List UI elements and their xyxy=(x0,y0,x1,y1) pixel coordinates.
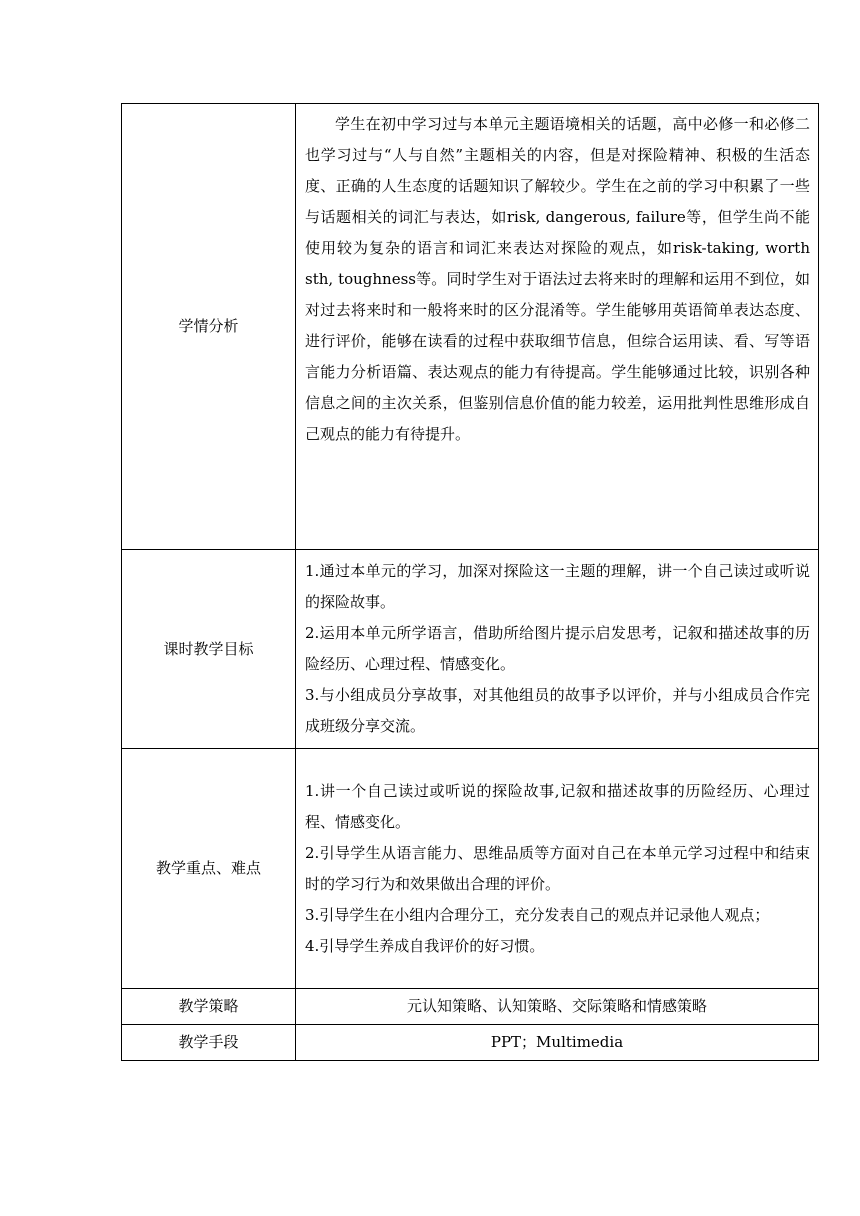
row-content-teaching-objectives xyxy=(296,550,819,749)
objective-item-1: 1.通过本单元的学习，加深对探险这一主题的理解，讲一个自己读过或听说的探险故事。 xyxy=(305,562,810,611)
lesson-plan-table xyxy=(121,103,819,1061)
objective-item-3: 3.与小组成员分享故事，对其他组员的故事予以评价，并与小组成员合作完成班级分享交流。 xyxy=(305,686,810,735)
key-point-item-4: 4.引导学生养成自我评价的好习惯。 xyxy=(305,936,545,955)
row-label-teaching-means: 教学手段 xyxy=(122,1025,296,1061)
table-row-teaching-means xyxy=(122,1025,819,1061)
row-label-teaching-strategy: 教学策略 xyxy=(122,989,296,1025)
row-label-teaching-objectives: 课时教学目标 xyxy=(122,550,296,749)
table-row-student-analysis xyxy=(122,104,819,550)
key-point-item-2: 2.引导学生从语言能力、思维品质等方面对自己在本单元学习过程中和结束时的学习行为和效果做出合理的评价。 xyxy=(305,843,810,893)
key-point-item-1: 1.讲一个自己读过或听说的探险故事,记叙和描述故事的历险经历、心理过程、情感变化。 xyxy=(305,781,810,831)
table-row-teaching-objectives xyxy=(122,550,819,749)
row-content-student-analysis xyxy=(296,104,819,550)
table-row-teaching-strategy xyxy=(122,989,819,1025)
row-label-key-points: 教学重点、难点 xyxy=(122,749,296,989)
row-value-teaching-strategy: 元认知策略、认知策略、交际策略和情感策略 xyxy=(296,989,819,1025)
key-point-item-3: 3.引导学生在小组内合理分工，充分发表自己的观点并记录他人观点； xyxy=(305,905,770,924)
row-label-student-analysis: 学情分析 xyxy=(122,104,296,550)
row-value-teaching-means: PPT；Multimedia xyxy=(296,1025,819,1061)
row-content-key-points xyxy=(296,749,819,989)
objective-item-2: 2.运用本单元所学语言，借助所给图片提示启发思考，记叙和描述故事的历险经历、心理过程、情感变化。 xyxy=(305,624,810,673)
table-row-key-points xyxy=(122,749,819,989)
student-analysis-paragraph: 学生在初中学习过与本单元主题语境相关的话题，高中必修一和必修二也学习过与“人与自然”主题相关的内容，但是对探险精神、积极的生活态度、正确的人生态度的话题知识了解较少。学生在之前的学习中积累了一些与话题相关的词汇与表达，如risk, dangerous, failure等，但学生尚不能使用较为复杂的语言和词汇来表达对探险的观点，如risk-taking, worth sth, toughness等。同时学生对于语法过去将来时的理解和运用不到位，如对过去将来时和一般将来时的区分混淆等。学生能够用英语简单表达态度、进行评价，能够在读看的过程中获取细节信息，但综合运用读、看、写等语言能力分析语篇、表达观点的能力有待提高。学生能够通过比较，识别各种信息之间的主次关系，但鉴别信息价值的能力较差，运用批判性思维形成自己观点的能力有待提升。 xyxy=(305,115,810,443)
